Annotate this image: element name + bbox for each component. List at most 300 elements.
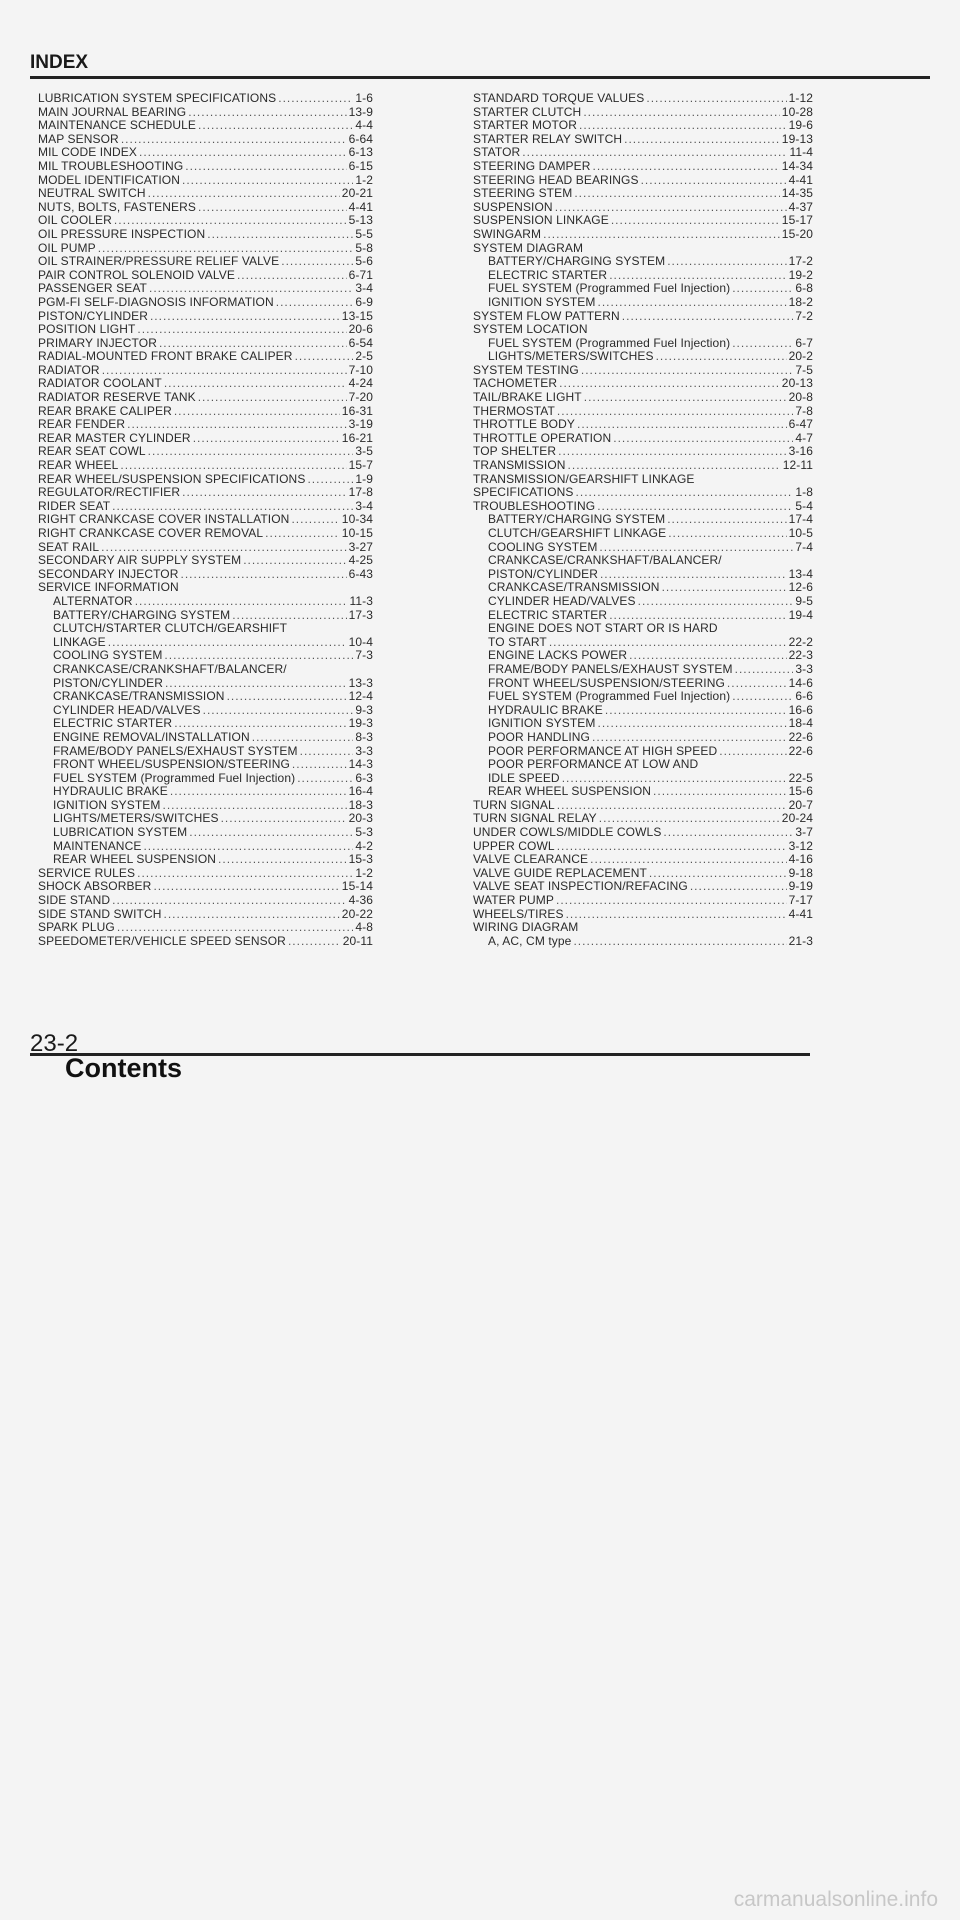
dot-leader xyxy=(579,119,787,133)
dot-leader xyxy=(300,745,354,759)
dot-leader xyxy=(276,296,354,310)
index-entry xyxy=(38,527,373,541)
entry-title: CLUTCH/GEARSHIFT LINKAGE xyxy=(488,527,667,540)
index-entry xyxy=(38,350,373,364)
dot-leader xyxy=(622,310,794,324)
dot-leader xyxy=(719,745,786,759)
index-entry xyxy=(38,133,373,147)
dot-leader xyxy=(656,350,787,364)
dot-leader xyxy=(732,282,793,296)
entry-page: 1-12 xyxy=(788,92,813,105)
entry-title: SECONDARY AIR SUPPLY SYSTEM xyxy=(38,554,242,568)
entry-title: SHOCK ABSORBER xyxy=(38,880,152,894)
dot-leader xyxy=(164,377,347,391)
dot-leader xyxy=(609,609,786,623)
entry-page: 20-22 xyxy=(341,907,373,921)
dot-leader xyxy=(624,133,780,147)
dot-leader xyxy=(112,894,346,908)
dot-leader xyxy=(149,282,353,296)
index-entry xyxy=(38,609,373,623)
entry-page: 7-10 xyxy=(348,363,373,377)
entry-title: PISTON/CYLINDER xyxy=(53,676,163,690)
dot-leader xyxy=(182,174,353,188)
entry-page: 11-4 xyxy=(789,146,813,160)
entry-title: THROTTLE OPERATION xyxy=(473,431,612,445)
dot-leader xyxy=(252,731,354,745)
dot-leader xyxy=(295,350,354,364)
dot-leader xyxy=(568,459,781,473)
index-entry xyxy=(38,282,373,296)
index-entry xyxy=(473,269,813,283)
entry-page: 5-5 xyxy=(355,227,373,241)
dot-leader xyxy=(668,527,786,541)
index-entry xyxy=(473,880,813,894)
dot-leader xyxy=(600,568,787,582)
index-entry xyxy=(473,296,813,310)
dot-leader xyxy=(549,636,787,650)
entry-title: SWINGARM xyxy=(473,227,542,241)
entry-title: RADIATOR xyxy=(38,363,100,377)
entry-page: 4-8 xyxy=(355,921,373,935)
entry-page: 19-3 xyxy=(348,717,373,731)
index-entry xyxy=(38,799,373,813)
entry-page: 14-34 xyxy=(781,159,813,173)
entry-title: SIDE STAND SWITCH xyxy=(38,907,162,921)
entry-page: 1-6 xyxy=(355,92,373,105)
entry-title: STEERING HEAD BEARINGS xyxy=(473,173,639,187)
dot-leader xyxy=(732,690,793,704)
dot-leader xyxy=(227,690,347,704)
entry-page: 7-8 xyxy=(795,404,813,418)
entry-page: 22-6 xyxy=(788,730,813,744)
index-entry xyxy=(473,609,813,623)
dot-leader xyxy=(584,391,787,405)
dot-leader xyxy=(597,500,793,514)
entry-title: SIDE STAND xyxy=(38,894,111,908)
dot-leader xyxy=(174,405,340,419)
dot-leader xyxy=(189,826,353,840)
entry-page: 15-20 xyxy=(781,227,813,241)
entry-title: MAP SENSOR xyxy=(38,132,119,146)
dot-leader xyxy=(288,935,341,949)
index-entry xyxy=(473,214,813,228)
index-entry xyxy=(38,622,373,636)
index-entry xyxy=(473,935,813,949)
dot-leader xyxy=(613,432,793,446)
index-entry xyxy=(473,391,813,405)
entry-title: FUEL SYSTEM (Programmed Fuel Injection) xyxy=(53,771,296,785)
entry-title: THERMOSTAT xyxy=(473,404,555,418)
entry-title: SECONDARY INJECTOR xyxy=(38,567,179,581)
entry-title: NUTS, BOLTS, FASTENERS xyxy=(38,200,197,214)
entry-title: ENGINE DOES NOT START OR IS HARD xyxy=(488,622,718,636)
entry-title: COOLING SYSTEM xyxy=(488,540,598,554)
entry-page: 16-31 xyxy=(341,404,373,418)
entry-page: 4-41 xyxy=(348,200,373,214)
dot-leader xyxy=(573,935,786,949)
index-entry xyxy=(473,242,813,256)
entry-title: RIGHT CRANKCASE COVER INSTALLATION xyxy=(38,513,290,527)
entry-page: 5-3 xyxy=(355,826,373,840)
entry-page: 1-2 xyxy=(355,866,373,880)
entry-title: BATTERY/CHARGING SYSTEM xyxy=(53,608,231,622)
entry-title: LUBRICATION SYSTEM xyxy=(53,826,188,840)
entry-page: 22-6 xyxy=(788,744,813,758)
entry-page: 20-21 xyxy=(341,187,373,201)
index-entry xyxy=(473,663,813,677)
entry-title: SYSTEM TESTING xyxy=(473,363,579,377)
entry-title: SPECIFICATIONS xyxy=(473,486,574,500)
index-entry xyxy=(473,187,813,201)
index-entry xyxy=(38,853,373,867)
index-entry xyxy=(38,160,373,174)
entry-title: THROTTLE BODY xyxy=(473,418,575,432)
dot-leader xyxy=(188,106,346,120)
entry-page: 19-13 xyxy=(781,132,813,146)
entry-title: PAIR CONTROL SOLENOID VALVE xyxy=(38,268,235,282)
entry-title: SUSPENSION LINKAGE xyxy=(473,214,609,228)
index-entry xyxy=(38,364,373,378)
index-entry xyxy=(473,160,813,174)
entry-page: 7-4 xyxy=(795,540,813,554)
page-number: 23-2 xyxy=(30,1030,79,1057)
entry-page: 9-3 xyxy=(355,703,373,717)
entry-title: FRAME/BODY PANELS/EXHAUST SYSTEM xyxy=(488,662,733,676)
entry-page: 10-15 xyxy=(341,527,373,540)
dot-leader xyxy=(101,541,346,555)
dot-leader xyxy=(667,255,786,269)
entry-page: 6-13 xyxy=(348,146,373,160)
index-entry xyxy=(473,337,813,351)
entry-title: ALTERNATOR xyxy=(53,594,133,608)
entry-title: CYLINDER HEAD/VALVES xyxy=(488,594,636,608)
index-entry xyxy=(473,527,813,541)
dot-leader xyxy=(638,595,794,609)
dot-leader xyxy=(120,459,346,473)
entry-title: REAR FENDER xyxy=(38,418,126,432)
entry-page: 7-20 xyxy=(348,391,373,405)
index-entry xyxy=(38,174,373,188)
dot-leader xyxy=(182,486,346,500)
entry-page: 6-7 xyxy=(795,336,813,350)
entry-title: BATTERY/CHARGING SYSTEM xyxy=(488,255,666,269)
dot-leader xyxy=(727,677,787,691)
index-entry xyxy=(38,772,373,786)
entry-title: WHEELS/TIRES xyxy=(473,907,564,921)
index-entry xyxy=(38,731,373,745)
entry-title: CYLINDER HEAD/VALVES xyxy=(53,703,201,717)
entry-title: A, AC, CM type xyxy=(488,934,572,948)
entry-page: 4-24 xyxy=(348,377,373,391)
entry-page: 3-4 xyxy=(355,282,373,296)
index-entry xyxy=(38,513,373,527)
index-entry xyxy=(473,513,813,527)
dot-leader xyxy=(291,513,339,527)
entry-title: IDLE SPEED xyxy=(488,771,560,785)
entry-title: FRONT WHEEL/SUSPENSION/STEERING xyxy=(488,676,725,690)
index-entry xyxy=(473,690,813,704)
entry-page: 15-17 xyxy=(781,214,813,228)
entry-page: 17-4 xyxy=(788,513,813,527)
index-entry xyxy=(473,853,813,867)
index-entry xyxy=(473,133,813,147)
index-entry xyxy=(473,758,813,772)
dot-leader xyxy=(649,867,787,881)
index-entry xyxy=(38,405,373,419)
index-entry xyxy=(473,255,813,269)
index-column-left xyxy=(38,92,373,948)
index-entry xyxy=(38,636,373,650)
entry-title: UPPER COWL xyxy=(473,839,555,853)
entry-title: CRANKCASE/CRANKSHAFT/BALANCER/ xyxy=(488,554,722,568)
entry-page: 8-3 xyxy=(355,730,373,744)
entry-title: SERVICE INFORMATION xyxy=(38,581,179,595)
entry-page: 18-3 xyxy=(348,798,373,812)
dot-leader xyxy=(135,595,348,609)
dot-leader xyxy=(198,119,353,133)
dot-leader xyxy=(663,826,793,840)
entry-title: NEUTRAL SWITCH xyxy=(38,187,146,201)
entry-page: 17-2 xyxy=(788,255,813,269)
entry-title: STANDARD TORQUE VALUES xyxy=(473,92,645,105)
dot-leader xyxy=(164,649,353,663)
dot-leader xyxy=(237,269,347,283)
dot-leader xyxy=(121,133,347,147)
dot-leader xyxy=(593,160,780,174)
dot-leader xyxy=(556,894,787,908)
entry-page: 4-2 xyxy=(355,839,373,853)
entry-title: TAIL/BRAKE LIGHT xyxy=(473,391,582,405)
dot-leader xyxy=(207,228,353,242)
dot-leader xyxy=(599,812,780,826)
index-entry xyxy=(38,187,373,201)
dot-leader xyxy=(555,201,787,215)
entry-page: 10-5 xyxy=(788,527,813,540)
index-entry xyxy=(473,364,813,378)
entry-title: TURN SIGNAL RELAY xyxy=(473,812,597,826)
entry-page: 5-6 xyxy=(355,255,373,269)
entry-title: TOP SHELTER xyxy=(473,445,557,459)
entry-page: 20-11 xyxy=(342,934,373,948)
dot-leader xyxy=(203,704,354,718)
entry-page: 5-8 xyxy=(355,241,373,255)
index-entry xyxy=(38,92,373,106)
entry-page: 4-37 xyxy=(788,200,813,214)
entry-page: 9-18 xyxy=(788,866,813,880)
entry-title: PISTON/CYLINDER xyxy=(488,567,598,581)
index-entry xyxy=(473,350,813,364)
index-entry xyxy=(38,704,373,718)
dot-leader xyxy=(598,717,787,731)
index-column-right xyxy=(473,92,813,948)
entry-page: 4-7 xyxy=(795,431,813,445)
dot-leader xyxy=(114,214,347,228)
entry-page: 6-47 xyxy=(788,418,813,432)
entry-title: POOR PERFORMANCE AT LOW AND xyxy=(488,758,699,772)
dot-leader xyxy=(174,717,346,731)
entry-title: IGNITION SYSTEM xyxy=(488,295,596,309)
index-entry xyxy=(473,799,813,813)
index-entry xyxy=(38,649,373,663)
index-entry xyxy=(473,568,813,582)
entry-title: POOR PERFORMANCE AT HIGH SPEED xyxy=(488,744,718,758)
dot-leader xyxy=(590,853,786,867)
dot-leader xyxy=(667,513,786,527)
index-entry xyxy=(473,581,813,595)
index-entry xyxy=(473,500,813,514)
index-entry xyxy=(38,880,373,894)
entry-title: REGULATOR/RECTIFIER xyxy=(38,486,181,500)
entry-title: SUSPENSION xyxy=(473,200,553,214)
entry-title: STATOR xyxy=(473,146,521,160)
dot-leader xyxy=(102,364,347,378)
entry-title: ELECTRIC STARTER xyxy=(53,717,173,731)
entry-title: REAR WHEEL SUSPENSION xyxy=(53,853,217,867)
entry-page: 6-6 xyxy=(795,690,813,704)
dot-leader xyxy=(148,445,354,459)
entry-page: 9-5 xyxy=(795,594,813,608)
dot-leader xyxy=(185,160,346,174)
dot-leader xyxy=(218,853,347,867)
index-entry xyxy=(38,812,373,826)
index-entry xyxy=(473,282,813,296)
entry-title: WATER PUMP xyxy=(473,894,554,908)
entry-title: PRIMARY INJECTOR xyxy=(38,336,157,350)
index-entry xyxy=(38,242,373,256)
entry-title: VALVE GUIDE REPLACEMENT xyxy=(473,866,647,880)
index-entry xyxy=(473,541,813,555)
index-entry xyxy=(38,677,373,691)
entry-page: 6-8 xyxy=(795,282,813,296)
dot-leader xyxy=(193,432,340,446)
dot-leader xyxy=(558,445,786,459)
entry-page: 4-25 xyxy=(348,554,373,568)
index-entry xyxy=(473,745,813,759)
entry-page: 13-4 xyxy=(788,567,813,581)
entry-page: 3-3 xyxy=(795,662,813,676)
entry-page: 3-5 xyxy=(355,445,373,459)
dot-leader xyxy=(646,92,786,106)
entry-title: CRANKCASE/CRANKSHAFT/BALANCER/ xyxy=(53,662,287,676)
entry-title: SERVICE RULES xyxy=(38,866,136,880)
dot-leader xyxy=(221,812,347,826)
index-entry xyxy=(38,894,373,908)
index-entry xyxy=(473,459,813,473)
index-entry xyxy=(473,228,813,242)
index-entry xyxy=(473,595,813,609)
entry-title: SPARK PLUG xyxy=(38,921,115,935)
index-entry xyxy=(38,690,373,704)
dot-leader xyxy=(566,908,787,922)
dot-leader xyxy=(735,663,794,677)
entry-page: 7-2 xyxy=(795,309,813,323)
entry-title: FUEL SYSTEM (Programmed Fuel Injection) xyxy=(488,282,731,296)
dot-leader xyxy=(143,840,353,854)
entry-title: SYSTEM DIAGRAM xyxy=(473,241,584,255)
dot-leader xyxy=(148,187,340,201)
index-entry xyxy=(473,717,813,731)
index-entry xyxy=(473,826,813,840)
entry-title: MIL TROUBLESHOOTING xyxy=(38,159,184,173)
dot-leader xyxy=(265,527,340,541)
index-entry xyxy=(38,323,373,337)
entry-page: 15-14 xyxy=(341,880,373,894)
entry-page: 5-13 xyxy=(348,214,373,228)
index-entry xyxy=(473,867,813,881)
dot-leader xyxy=(198,201,347,215)
entry-page: 6-9 xyxy=(355,295,373,309)
entry-title: REAR BRAKE CALIPER xyxy=(38,404,172,418)
dot-leader xyxy=(653,785,787,799)
dot-leader xyxy=(690,880,787,894)
entry-title: LINKAGE xyxy=(53,635,106,649)
entry-page: 20-6 xyxy=(348,323,373,337)
dot-leader xyxy=(592,731,787,745)
entry-title: REAR MASTER CYLINDER xyxy=(38,431,191,445)
entry-page: 20-3 xyxy=(348,812,373,826)
dot-leader xyxy=(297,772,353,786)
index-entry xyxy=(38,500,373,514)
entry-page: 4-4 xyxy=(355,119,373,133)
entry-title: STEERING DAMPER xyxy=(473,159,591,173)
entry-title: UNDER COWLS/MIDDLE COWLS xyxy=(473,826,662,840)
index-entry xyxy=(473,554,813,568)
entry-page: 6-71 xyxy=(348,268,373,282)
entry-title: OIL STRAINER/PRESSURE RELIEF VALVE xyxy=(38,255,280,269)
entry-page: 1-9 xyxy=(355,472,373,486)
index-entry xyxy=(473,636,813,650)
dot-leader xyxy=(127,418,346,432)
index-entry xyxy=(473,908,813,922)
entry-page: 20-8 xyxy=(788,391,813,405)
entry-page: 1-2 xyxy=(355,173,373,187)
entry-page: 6-43 xyxy=(348,567,373,581)
entry-page: 3-16 xyxy=(788,445,813,459)
index-entry xyxy=(38,717,373,731)
dot-leader xyxy=(557,799,787,813)
entry-page: 10-28 xyxy=(781,105,813,119)
entry-page: 2-5 xyxy=(355,350,373,364)
entry-page: 3-3 xyxy=(355,744,373,758)
entry-title: OIL PRESSURE INSPECTION xyxy=(38,227,206,241)
dot-leader xyxy=(629,649,786,663)
index-entry xyxy=(38,785,373,799)
index-entry xyxy=(473,146,813,160)
entry-page: 4-41 xyxy=(788,907,813,921)
entry-page: 3-7 xyxy=(795,826,813,840)
index-entry xyxy=(473,677,813,691)
index-entry xyxy=(38,486,373,500)
entry-title: FUEL SYSTEM (Programmed Fuel Injection) xyxy=(488,690,731,704)
dot-leader xyxy=(198,391,347,405)
index-entry xyxy=(38,119,373,133)
index-entry xyxy=(38,581,373,595)
entry-page: 16-21 xyxy=(341,431,373,445)
entry-page: 16-4 xyxy=(348,785,373,799)
dot-leader xyxy=(137,323,346,337)
index-entry xyxy=(38,826,373,840)
entry-title: RADIAL-MOUNTED FRONT BRAKE CALIPER xyxy=(38,350,293,364)
entry-page: 1-8 xyxy=(795,486,813,500)
dot-leader xyxy=(583,106,779,120)
entry-page: 3-19 xyxy=(348,418,373,432)
entry-page: 3-27 xyxy=(348,540,373,554)
entry-page: 20-13 xyxy=(781,377,813,391)
dot-leader xyxy=(559,377,780,391)
entry-title: PGM-FI SELF-DIAGNOSIS INFORMATION xyxy=(38,295,274,309)
index-entry xyxy=(38,106,373,120)
index-entry xyxy=(473,473,813,487)
